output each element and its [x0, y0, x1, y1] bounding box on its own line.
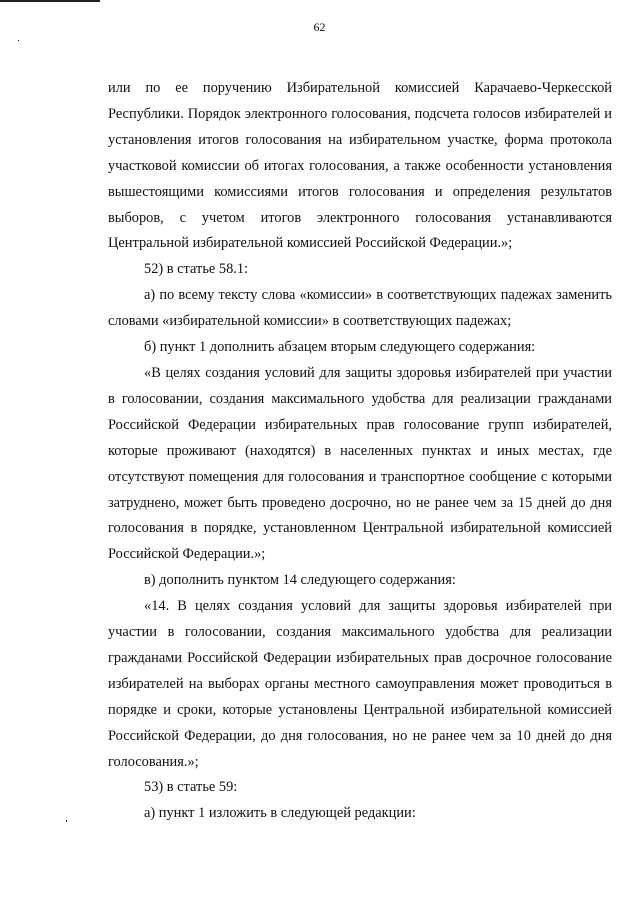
paragraph-subitem-b: б) пункт 1 дополнить абзацем вторым следующего содержания:: [144, 339, 536, 356]
scan-edge-mark: [0, 0, 100, 2]
paragraph-item-53: 53) в статье 59:: [144, 779, 238, 796]
paragraph-subitem-v: в) дополнить пунктом 14 следующего содержания:: [144, 572, 456, 589]
document-body: [108, 76, 612, 827]
paragraph-item-52: 52) в статье 58.1:: [144, 261, 249, 278]
page-number: 62: [313, 20, 326, 34]
paragraph-subitem-a: а) по всему тексту слова «комиссии» в соответствующих падежах заменить словами «избирательной комиссии» в соответствующих падежах;: [108, 287, 612, 330]
paragraph-subitem-a2: а) пункт 1 изложить в следующей редакции:: [144, 805, 416, 822]
scan-dot: [66, 820, 67, 822]
paragraph-continuation: или по ее поручению Избирательной комиссией Карачаево-Черкесской Республики. Порядок электронного голосования, подсчета голосов избирателей и установления итогов голосования на избирательном участке, форма протокола участковой комиссии об итогах голосования, а также особенности установления вышестоящими комиссиями итогов голосования и определения результатов выборов, с учетом итогов электронного голосования устанавливаются Центральной избирательной комиссией Российской Федерации.»;: [108, 80, 612, 252]
scan-dot: [18, 40, 19, 41]
paragraph-quote-14: «14. В целях создания условий для защиты здоровья избирателей при участии в голосовании, создания максимального удобства для реализации гражданами Российской Федерации избирательных прав досрочное голосование избирателей на выборах органы местного самоуправления может проводиться в порядке и сроки, которые установлены Центральной избирательной комиссией Российской Федерации, до дня голосования, но не ранее чем за 10 дней до дня голосования.»;: [108, 598, 612, 770]
paragraph-quote-1: «В целях создания условий для защиты здоровья избирателей при участии в голосовании, создания максимального удобства для реализации гражданами Российской Федерации избирательных прав голосование групп избирателей, которые проживают (находятся) в населенных пунктах и иных местах, где отсутствуют помещения для голосования и транспортное сообщение с которыми затруднено, может быть проведено досрочно, но не ранее чем за 15 дней до дня голосования в порядке, установленном Центральной избирательной комиссией Российской Федерации.»;: [108, 364, 612, 563]
